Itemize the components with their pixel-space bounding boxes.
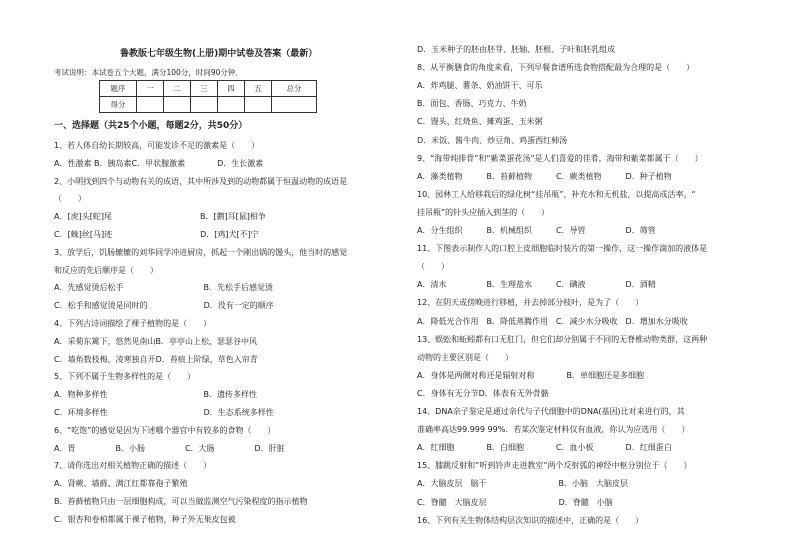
question-line: 3、放学后，饥肠辘辘的刘华同学冲进厨房，抓起一个刚出锅的馒头，他当时的感觉 — [54, 247, 348, 257]
section-title: 一、选择题（共25个小题，每题2分，共50分） — [54, 121, 248, 131]
question-line: A．身体是两侧对称还是辐射对称 B．单细胞还是多细胞 — [417, 370, 644, 380]
question-line: 7、请你选出对相关植物正确的描述（ ） — [54, 461, 212, 471]
score-cell: 五 — [245, 81, 272, 97]
question-line: 8、从平衡膳食的角度来看，下列早餐食谱所选食物搭配最为合理的是（ ） — [417, 63, 695, 73]
question-line: C．银杏和卷柏都属于裸子植物，种子外无果皮包被 — [54, 514, 236, 524]
question-line: 5、下列不属于生物多样性的是（ ） — [54, 372, 196, 382]
score-cell: 四 — [218, 81, 245, 97]
question-line: 4、下列古诗词描绘了裸子植物的是（ ） — [54, 319, 212, 328]
exam-info: 考试说明：本试卷五个大题，满分100分，时间90分钟． — [54, 68, 243, 77]
question-line: A．[虎]头[蛇]尾 B．[鹅]耳[鼠]相争 — [54, 212, 266, 222]
score-entry-cell[interactable] — [218, 97, 245, 113]
page-title: 鲁教版七年级生物(上册)期中试卷及答案（最新） — [120, 49, 318, 59]
question-line: C．[蛛]丝[马]迹 D．[鸡]犬[不]宁 — [54, 230, 259, 239]
score-entry-cell[interactable] — [191, 97, 218, 113]
question-line: 2、小明找到四个与动物有关的成语，其中所涉及到的动物都属于恒温动物的成语是 — [54, 176, 348, 186]
question-line: 13、蜈蚣和蚯蚓都有口无肛门，但它们却分别属于不同的无脊椎动物类群，这两种 — [417, 334, 708, 344]
question-line: A．肾蕨、墙藓、满江红都靠孢子繁殖 — [54, 479, 188, 489]
question-line: A．物种多样性 B．遗传多样性 — [54, 390, 257, 400]
question-line: 挂吊瓶”的针头应插入到茎的（ ） — [417, 207, 550, 217]
question-line: B．面包、香肠、巧克力、牛奶 — [417, 99, 527, 109]
question-line: A．降低光合作用 B．降低蒸腾作用 C．减少水分吸收 D．增加水分吸收 — [417, 316, 688, 326]
question-line: C．脊髓 大脑皮层 D．脊髓 小脑 — [417, 497, 613, 507]
score-cell: 一 — [137, 81, 164, 97]
question-line: A．大脑皮层 脑干 B．小脑 大脑皮层 — [417, 479, 628, 489]
question-line: 12、在阴天或傍晚进行移植，并去掉部分枝叶，是为了（ ） — [417, 298, 644, 308]
question-line: C．馒头、红烧鱼、摊鸡蛋、玉米粥 — [417, 117, 543, 127]
question-line: 6、“吃饱”的感觉是因为下述哪个器官中有较多的食物（ ） — [54, 425, 276, 435]
question-line: A．分生组织 B．机械组织 C．导管 D．筛管 — [417, 226, 656, 235]
question-line: A．性激素 B．胰岛素C．甲状腺激素 D．生长激素 — [54, 158, 264, 168]
question-line: A．胃 B．小肠 C．大肠 D．肝脏 — [54, 443, 285, 453]
question-line: C．身体有无分节D．体表有无外骨骼 — [417, 388, 549, 398]
score-cell: 总分 — [272, 81, 317, 97]
question-line: 和反应的先后顺序是（ ） — [54, 265, 158, 275]
question-line: 16、下列有关生物体结构层次知识的描述中，正确的是（ ） — [417, 515, 644, 525]
score-table-score-row — [100, 97, 317, 113]
score-entry-cell[interactable] — [272, 97, 317, 113]
question-line: 11、下图表示制作人的口腔上皮细胞临时装片的第一操作，这一操作滴加的液体是 — [417, 244, 708, 254]
score-cell: 得分 — [100, 97, 137, 113]
question-line: A．炸鸡腿、薯条、奶油饼干、可乐 — [417, 81, 543, 91]
question-line: 15、膝跳反射和“听到铃声走进教室”两个反射弧的神经中枢分别位于（ ） — [417, 461, 692, 471]
question-line: 10、园林工人给移栽后的绿化树“挂吊瓶”，补充水和无机盐，以提高成活率。“ — [417, 189, 696, 199]
question-line: D．米饭、酱牛肉、炒豆角、鸡蛋西红柿汤 — [417, 135, 568, 145]
question-line: B．苔藓植物只由一层细胞构成，可以当做监测空气污染程度的指示植物 — [54, 497, 308, 506]
question-line: A．采菊东篱下，悠然见南山B．亭亭山上松，瑟瑟谷中风 — [54, 336, 257, 346]
score-entry-cell[interactable] — [137, 97, 164, 113]
question-line: A．清水 B．生理盐水 C．碘液 D．酒精 — [417, 280, 656, 290]
score-table-header-row — [100, 81, 317, 97]
question-line: 准确率高达99.999 99%．若某次鉴定材料仅有血液，你认为应选用（ ） — [417, 425, 690, 435]
question-line: （ ） — [417, 262, 449, 272]
question-line: D．玉米种子的胚由胚芽、胚轴、胚根、子叶和胚乳组成 — [417, 45, 616, 54]
score-cell: 题序 — [100, 81, 137, 97]
score-cell: 三 — [191, 81, 218, 97]
question-line: 1、若人体自幼长期较高，可能发诊不足的激素是（ ） — [54, 141, 260, 150]
question-line: C．松手和感觉烫是同时的 D．没有一定的顺序 — [54, 301, 274, 311]
question-line: C．环境多样性 D．生态系统多样性 — [54, 408, 274, 417]
question-line: 14、DNA亲子鉴定是通过亲代与子代细胞中的DNA(基因)比对来进行的，其 — [417, 407, 685, 416]
question-line: 动物的主要区别是（ ） — [417, 352, 513, 362]
score-entry-cell[interactable] — [245, 97, 272, 113]
score-table — [99, 80, 317, 113]
question-line: 9、“海带炖排骨”和“紫菜蛋花汤”是人们喜爱的佳肴，海带和紫菜都属于（ ） — [417, 153, 703, 163]
question-line: （ ） — [54, 194, 86, 204]
score-cell: 二 — [164, 81, 191, 97]
question-line: A．红细胞 B．白细胞 C．血小板 D．红细蛋白 — [417, 443, 672, 453]
question-line: A．藻类植物 B．苔藓植物 C．蕨类植物 D．种子植物 — [417, 171, 672, 181]
question-line: C．墙角数枝梅，凌寒独自开D．苔痕上阶绿，草色入帘青 — [54, 354, 258, 364]
score-entry-cell[interactable] — [164, 97, 191, 113]
question-line: A．先感觉烫后松手 B．先松手后感觉烫 — [54, 283, 273, 293]
